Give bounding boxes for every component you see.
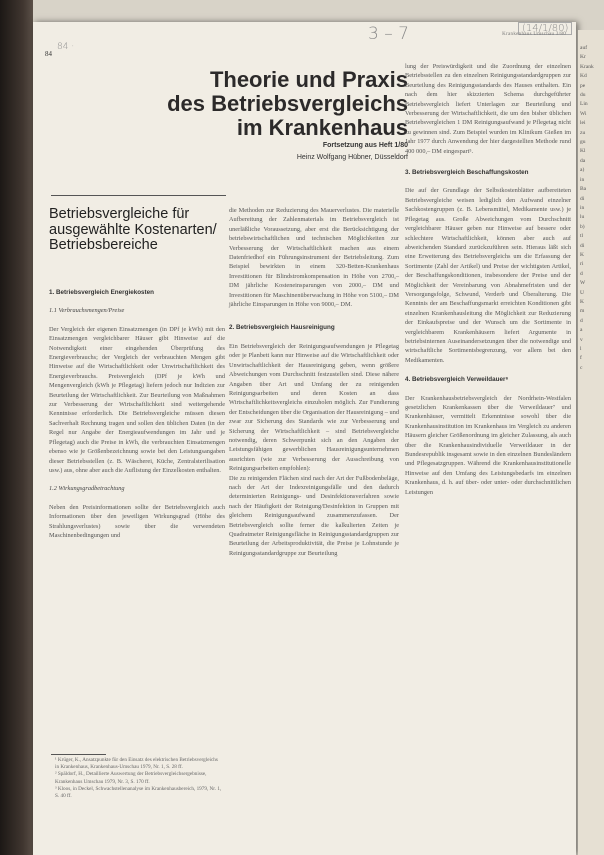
next-page-fragment: d [580, 270, 583, 277]
next-page-fragment: l [580, 346, 582, 352]
handwritten-stamp: (14/1/80) [518, 22, 572, 35]
next-page-fragment: c [580, 364, 583, 371]
paragraph: lung der Preiswürdigkeit und die Zuordnung der einzelnen Betriebsstellen zu den einzelnen Reinigungsstandardgruppen zur Beurteilung des Reinigungsstandards des Hauses enthalten. Ein nach dem hier skizzierten Schema durchgeführter Betriebsvergleich liefert Unterlagen zur Beurteilung und Verbesserung der Wirtschaftlichkeit, die um den bisher üblichen Betriebsvergleichen 1 DM Reinigungsaufwand je Pflegetag nicht zu gewinnen sind. Zum Beispiel wurden im Klinikum Gießen im Jahr 1977 durch Anwendung der hier dargestellten Methode rund 400 000,– DM eingespart⁵. [405, 63, 571, 155]
continuation-note: Fortsetzung aus Heft 1/80 [322, 142, 408, 149]
next-page-fragment: gu [580, 139, 586, 146]
next-page-fragment: di [580, 242, 585, 249]
next-page-fragment: da [580, 157, 586, 164]
title-line: Theorie und Praxis [209, 67, 408, 92]
section-title: Betriebsvergleiche für ausgewählte Kostenarten/ Betriebsbereiche [49, 206, 217, 253]
next-page-fragment: a [580, 327, 583, 334]
footnote: ¹ Krüger, K., Ansatzpunkte für den Einsatz des elektrischen Betriebsvergleichs in Krankenhaus, Krankenhaus-Umschau 1979, Nr. 1, S. 28 ff. [55, 757, 218, 771]
author-byline: Heinz Wolfgang Hübner, Düsseldorf [296, 154, 408, 161]
binding-edge [0, 0, 33, 855]
column-1 [49, 288, 225, 540]
footnote-rule [51, 754, 106, 755]
heading-beschaffung: 3. Betriebsvergleich Beschaffungskosten [405, 169, 529, 177]
next-page-fragment: K [580, 251, 584, 258]
next-page-fragment: Wi [580, 110, 587, 117]
next-page-fragment: in [580, 176, 585, 183]
running-header: Krankenhaus Umschau 3/80 [502, 32, 566, 37]
heading-verweildauer: 4. Betriebsvergleich Verweildauer⁶ [405, 376, 509, 384]
subheading-verbrauch: 1.1 Verbrauchsmengen/Preise [49, 307, 125, 315]
page-number: 84 [45, 50, 52, 58]
next-page-fragment: du [580, 92, 586, 99]
paragraph: Neben den Preisinformationen sollte der Betriebsvergleich auch Informationen über den jeweiligen Wirkungsgrad (Höhe des Strahlungsverlustes) sowie über die verwendeten Maschinenbedingungen und [49, 503, 225, 539]
journal-page [33, 22, 576, 855]
next-page-fragment: Ba [580, 186, 587, 193]
next-page-fragment: tl [580, 233, 584, 240]
next-page-fragment: ri [580, 261, 584, 268]
footnote: ² Späldorf, H., Detaillierte Auswertung der Betriebsvergleichsergebnisse, Krankenhaus Umschau 1979, Nr. 3, S. 170 ff. [55, 771, 207, 785]
margin-handwriting: 84 · [57, 42, 75, 52]
next-page-fragment: d [580, 317, 583, 324]
next-page-fragment: auf [580, 45, 588, 51]
article-title [167, 68, 408, 140]
next-page-fragment: di [580, 195, 585, 202]
paragraph: Der Krankenhausbetriebsvergleich der Nordrhein-Westfalen gesetzlichen Krankenkassen über die Verweildauer⁷ und Krankenhäuser, vermittelt Erkenntnisse sowohl über die Krankenhausinstitution im Krankenhaus im Vergleich zu anderen Häusern gleicher Größenordnung im gleicher Zulassung, als auch über die Krankenhausindividuelle Verweildauer in der Bundesrepublik insgesamt sowie in den einzelnen Bundesländern und Pflegesatzgruppen. Während die Krankenhausinstitutionelle Hinweise auf den Umfang des Leistungsbedarfs im einzelnen Krankenhaus, d. h. auf über- oder unter- oder durchschnittlichen Leistungen [405, 394, 571, 496]
next-page-fragment: K [580, 298, 584, 305]
next-page-fragment: lei [580, 120, 586, 127]
next-page-fragment: v [580, 336, 583, 343]
heading-hausreinigung: 2. Betriebsvergleich Hausreinigung [229, 324, 335, 332]
paragraph: Die auf der Grundlage der Selbstkostenblätter aufbereiteten Betriebsvergleiche weisen lediglich den Aufwand einzelner Sachkostengruppen (z. B. Lebensmittel, Medikamente usw.) je Pflegetag aus. Große Abweichungen vom Durchschnitt vergleichbarer Häuser geben nur Hinweise auf bessere oder schlechtere Wirtschaftlichkeit, können aber auch auf abweichenden Standard zurückzuführen sein. Hieraus läßt sich eine Erweiterung des Betriebsvergleichs um die Erfassung der Sortimente (Zahl der Artikel) und Preise der wichtigsten Artikel, der Beschaffungskonditionen, insbesondere der Preise und der Möglichkeit der Vereinbarung von Abnahmefristen und der Versorgungsfolge, Schwund, Verderb und Überalterung. Die Kenntnis der am Beschaffungsmarkt erreichten Konditionen gibt einzelnen Krankenhausleitung die Möglichkeit zur Reduzierung der Einkaufspreise und der Wunsch um die Sortimente in vergleichbarem Krankenhäusern liefert Argumente in betriebsinternen Auseinandersetzungen über die notwendige und wirtschaftliche Sortimentsbegrenzung, vor allem bei den Medikamenten. [405, 187, 571, 364]
next-page-fragment: zu [580, 129, 586, 136]
next-page-fragment: Kl [580, 148, 586, 155]
section-rule [51, 195, 226, 196]
title-line: des Betriebsvergleichs [167, 91, 408, 116]
paragraph: Ein Betriebsvergleich der Reinigungsaufwendungen je Pflegetag oder je Planbett kann nur Hinweise auf die Wirtschaftlichkeit oder Unwirtschaftlichkeit der Hausreinigung geben, wenn größere Abweichungen vom Durchschnitt festzustellen sind. Diese nähere Angaben über Art und Umfang der zu reinigenden Reinigungsarbeiten und deren Kosten an dass Wirtschaftlichkeitsvergleichs einzuholen möglich. Zur Fundierung der Entscheidungen über die Organisation der Hausreinigung – und zwar zur Sicherung des Standards wie zur Verbesserung und Sicherung der Wirtschaftlichkeit – sind Betriebsvergleiche notwendig, deren Schwerpunkt sich an den Angaben der Leistungsfähigen gewerblichen Hausreinigungsunternehmen ausrichten (wie zur Verbesserung der Ausschreibung von Reinigungsarbeiten empfohlen): [229, 342, 399, 473]
next-page-fragment: pe [580, 82, 586, 89]
column-3 [405, 62, 571, 497]
next-page-fragment: m [580, 308, 585, 315]
paragraph: Die zu reinigenden Flächen sind nach der Art der Fußbodenbeläge, nach der Art der Indexreinigungsfälle und den dadurch determinierten Reinigungs- und Desinfektionsverfahren sowie nach der Häufigkeit der Reinigung/Desinfektion in Gruppen mit gleichem Reinigungsaufwand zusammenzufassen. Der Betriebsvergleich sollte ferner die kalkulierten Zeiten je Quadratmeter Reinigungsfläche in Reinigungsstandardgruppen zur Beurteilung der Arbeitsproduktivität, die Preise je Lohnstunde je Reinigungsstandardgruppe zur Beurteilung [229, 474, 399, 557]
next-page-fragment: b) [580, 223, 585, 230]
next-page-fragment: f [580, 355, 582, 362]
column-2 [229, 206, 399, 558]
paragraph: die Methoden zur Reduzierung des Mauerverlustes. Die materielle Aufbereitung der Zahlenmaterials im Betriebsvergleich ist unerläßliche Voraussetzung, aber erst die Berücksichtigung der betriebswirtschaftlichen und technischen Möglichkeiten zur Verbesserung der Wirtschaftlichkeit machen aus einem Datenfriedhof ein Führungsinstrument der Betriebsleitung. Zum Beispiel bewirkten in einem 320-Betten-Krankenhaus Investitionen für Blindstromkompensation in Höhe von 2700,– DM jährliche Kosteneinsparungen von 2000,– DM und Investitionen für Maschinenüberwachung in Höhe von 5100,– DM jährliche Einsparungen in Höhe von 9000,– DM. [229, 207, 399, 309]
title-line: im Krankenhaus [236, 115, 408, 140]
next-page-fragment: lu [580, 214, 585, 221]
next-page-fragment: Krank [580, 63, 594, 70]
subheading-wirkungsgrad: 1.2 Wirkungsgradbetrachtung [49, 485, 125, 493]
heading-energiekosten: 1. Betriebsvergleich Energiekosten [49, 289, 154, 296]
next-page-fragment: Kd [580, 73, 587, 80]
footnotes [55, 757, 223, 800]
next-page-fragment: in [580, 204, 585, 211]
paragraph: Der Vergleich der eigenen Einsatzmengen (in DPf je kWh) mit den Einsatzmengen vergleichbarer Häuser gibt Hinweise auf die Notwendigkeit einer eingehenden Überprüfung des Energieverbrauchs; der Vergleich der verbrauchten Mengen gibt Hinweise auf die Wirtschaftlichkeit oder Unwirtschaftlichkeit des Energieverbrauchs. Preisvergleich (DPf je kWh und Mengenvergleich (kWh je Pflegetag) liefern jedoch nur Indizien zur Beurteilung der Wirtschaftlichkeit. Zur Beurteilung von Maßnahmen zur Verbesserung der Wirtschaftlichkeit sind weitergehende Kenntnisse erforderlich. Die Betriebsvergleiche müssen diesen Sachverhalt Rechnung tragen und sollen den üblichen Daten (in der Regel nur Angabe der Energieaufwendungen im Jahr und je Pflegetag) auch die Preise in kWh, die verbrauchten Einsatzmengen ebenso wie je Größenbezeichnung sowie bei den Leistungsangaben dieser Betriebsstellen (z. B. Wäscherei, Küche, Zentralsterilisation usw.) aus, ohne aber auch die Auflistung der Einzelkosten enthalten. [49, 325, 225, 474]
next-page-fragment: W [580, 280, 586, 287]
next-page-edge [578, 30, 604, 855]
next-page-fragment: Lin [580, 101, 588, 108]
next-page-fragment: Kr [580, 54, 586, 61]
next-page-fragment: U [580, 289, 584, 296]
footnote: ³ Kloos, in Deckel, Schwachstellenanalyse im Krankenhausbereich, 1979, Nr. 1, S. 40 ff. [55, 785, 222, 800]
next-page-fragment: a) [580, 167, 585, 174]
handwritten-note: 3 – 7 [368, 24, 409, 44]
